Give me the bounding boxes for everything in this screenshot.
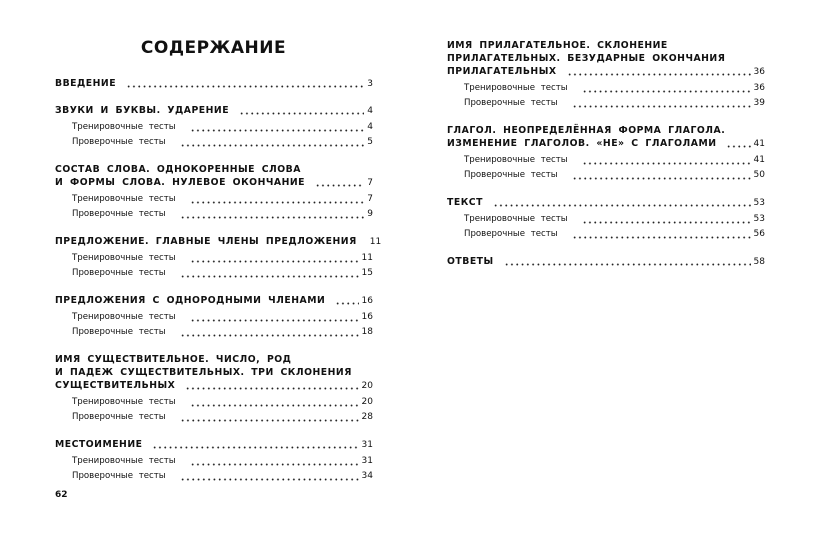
toc-subentry-label: Проверочные тесты <box>72 471 166 481</box>
toc-subentry[interactable] <box>55 410 373 425</box>
toc-heading-label: ПРИЛАГАТЕЛЬНЫХ. БЕЗУДАРНЫЕ ОКОНЧАНИЯ <box>447 53 726 64</box>
toc-right-column <box>447 39 765 282</box>
toc-page-number: 36 <box>753 83 765 93</box>
toc-heading-line[interactable] <box>447 196 765 210</box>
toc-heading-label: ИМЯ СУЩЕСТВИТЕЛЬНОЕ. ЧИСЛО, РОД <box>55 354 292 365</box>
dot-leader <box>152 441 358 449</box>
toc-page-number: 31 <box>361 440 373 450</box>
dot-leader <box>572 100 751 108</box>
toc-subentry[interactable] <box>55 266 373 281</box>
toc-page-number: 3 <box>367 79 373 89</box>
toc-subentry-label: Проверочные тесты <box>464 229 558 239</box>
toc-subentry[interactable] <box>447 168 765 183</box>
dot-leader <box>180 139 365 147</box>
dot-leader <box>180 270 359 278</box>
dot-leader <box>180 473 359 481</box>
dot-leader <box>572 172 751 180</box>
toc-subentry[interactable] <box>55 251 373 266</box>
toc-subentry-label: Проверочные тесты <box>72 209 166 219</box>
dot-leader <box>180 211 365 219</box>
dot-leader <box>185 382 358 390</box>
dot-leader <box>504 258 751 266</box>
toc-page-number: 4 <box>367 122 373 132</box>
page-title: СОДЕРЖАНИЕ <box>140 38 287 58</box>
toc-page-number: 53 <box>753 198 765 208</box>
toc-subentries <box>55 454 373 484</box>
toc-entry <box>447 255 765 269</box>
toc-subentry[interactable] <box>55 395 373 410</box>
toc-subentry[interactable] <box>55 325 373 340</box>
toc-subentry-label: Проверочные тесты <box>464 98 558 108</box>
toc-subentry[interactable] <box>55 310 373 325</box>
toc-page-number: 28 <box>361 412 373 422</box>
toc-page-number: 16 <box>361 296 373 306</box>
toc-heading-label: ВВЕДЕНИЕ <box>55 78 117 89</box>
dot-leader <box>190 196 365 204</box>
dot-leader <box>190 255 359 263</box>
toc-subentry-label: Проверочные тесты <box>464 170 558 180</box>
toc-page-number: 9 <box>367 209 373 219</box>
toc-subentry[interactable] <box>447 153 765 168</box>
toc-page-number: 7 <box>367 194 373 204</box>
toc-heading-line[interactable] <box>447 255 765 269</box>
toc-heading-line[interactable] <box>55 379 373 393</box>
dot-leader <box>190 399 359 407</box>
toc-page-number: 53 <box>753 214 765 224</box>
toc-heading-line[interactable] <box>55 235 382 249</box>
dot-leader <box>239 107 364 115</box>
dot-leader <box>190 458 359 466</box>
toc-subentry-label: Проверочные тесты <box>72 268 166 278</box>
toc-entry <box>55 163 373 222</box>
toc-left-column <box>55 77 382 497</box>
toc-subentries <box>447 81 765 111</box>
toc-subentry[interactable] <box>447 212 765 227</box>
dot-leader <box>190 124 365 132</box>
dot-leader <box>335 297 358 305</box>
toc-page-number: 36 <box>753 67 765 77</box>
toc-page-number: 39 <box>753 98 765 108</box>
toc-subentries <box>55 120 373 150</box>
toc-page-number: 7 <box>367 178 373 188</box>
dot-leader <box>180 329 359 337</box>
toc-subentries <box>447 153 765 183</box>
toc-heading-label: СУЩЕСТВИТЕЛЬНЫХ <box>55 380 176 391</box>
toc-subentry[interactable] <box>55 192 373 207</box>
toc-subentry-label: Тренировочные тесты <box>72 456 176 466</box>
toc-subentry[interactable] <box>447 227 765 242</box>
toc-page-number: 16 <box>361 312 373 322</box>
toc-subentries <box>55 310 373 340</box>
toc-heading-line <box>447 52 765 65</box>
toc-heading-label: ЗВУКИ И БУКВЫ. УДАРЕНИЕ <box>55 105 230 116</box>
toc-page-number: 11 <box>361 253 373 263</box>
toc-heading-label: И ФОРМЫ СЛОВА. НУЛЕВОЕ ОКОНЧАНИЕ <box>55 177 305 188</box>
dot-leader <box>582 216 751 224</box>
toc-page-number: 11 <box>369 237 382 247</box>
toc-heading-label: ПРЕДЛОЖЕНИЕ. ГЛАВНЫЕ ЧЛЕНЫ ПРЕДЛОЖЕНИЯ <box>55 236 357 247</box>
toc-heading-label: ОТВЕТЫ <box>447 256 494 267</box>
toc-subentry[interactable] <box>55 207 373 222</box>
toc-heading-label: ИЗМЕНЕНИЕ ГЛАГОЛОВ. «НЕ» С ГЛАГОЛАМИ <box>447 138 717 149</box>
toc-subentries <box>55 192 373 222</box>
toc-heading-label: ПРИЛАГАТЕЛЬНЫХ <box>447 66 557 77</box>
dot-leader <box>126 80 364 88</box>
dot-leader <box>726 140 750 148</box>
toc-heading-label: ИМЯ ПРИЛАГАТЕЛЬНОЕ. СКЛОНЕНИЕ <box>447 40 668 51</box>
toc-heading-label: ГЛАГОЛ. НЕОПРЕДЕЛЁННАЯ ФОРМА ГЛАГОЛА. <box>447 125 726 136</box>
toc-page-number: 5 <box>367 137 373 147</box>
toc-entry <box>55 438 373 484</box>
dot-leader <box>582 157 751 165</box>
toc-heading-line <box>447 39 765 52</box>
toc-subentry-label: Тренировочные тесты <box>464 155 568 165</box>
toc-page-number: 4 <box>367 106 373 116</box>
toc-heading-label: ТЕКСТ <box>447 197 483 208</box>
toc-heading-line <box>55 163 373 176</box>
dot-leader <box>567 68 751 76</box>
toc-subentry-label: Тренировочные тесты <box>72 312 176 322</box>
toc-entry <box>55 294 373 340</box>
toc-subentry[interactable] <box>447 96 765 111</box>
page-number: 62 <box>55 490 68 500</box>
dot-leader <box>582 85 751 93</box>
toc-subentries <box>55 251 373 281</box>
toc-page-number: 50 <box>753 170 765 180</box>
toc-page-number: 41 <box>753 139 765 149</box>
toc-heading-label: И ПАДЕЖ СУЩЕСТВИТЕЛЬНЫХ. ТРИ СКЛОНЕНИЯ <box>55 367 352 378</box>
toc-subentry[interactable] <box>55 454 373 469</box>
dot-leader <box>493 199 751 207</box>
toc-page-number: 20 <box>361 381 373 391</box>
toc-page-number: 31 <box>361 456 373 466</box>
toc-page-number: 56 <box>753 229 765 239</box>
toc-subentry-label: Тренировочные тесты <box>72 122 176 132</box>
toc-subentry-label: Проверочные тесты <box>72 412 166 422</box>
toc-heading-line[interactable] <box>55 176 373 190</box>
toc-subentries <box>447 212 765 242</box>
toc-entry <box>447 39 765 111</box>
toc-heading-line[interactable] <box>55 77 373 91</box>
dot-leader <box>572 231 751 239</box>
toc-page-number: 18 <box>361 327 373 337</box>
toc-subentry[interactable] <box>55 120 373 135</box>
toc-heading-line[interactable] <box>447 65 765 79</box>
toc-subentry[interactable] <box>55 135 373 150</box>
dot-leader <box>190 314 359 322</box>
toc-entry <box>55 235 382 281</box>
toc-heading-line[interactable] <box>447 137 765 151</box>
toc-subentries <box>55 395 373 425</box>
toc-heading-label: СОСТАВ СЛОВА. ОДНОКОРЕННЫЕ СЛОВА <box>55 164 301 175</box>
toc-entry <box>55 353 373 425</box>
toc-heading-line <box>55 366 373 379</box>
toc-subentry-label: Тренировочные тесты <box>72 194 176 204</box>
toc-entry <box>55 104 373 150</box>
toc-page-number: 15 <box>361 268 373 278</box>
toc-heading-line[interactable] <box>55 438 373 452</box>
toc-page-number: 34 <box>361 471 373 481</box>
toc-heading-line <box>447 124 765 137</box>
toc-heading-line <box>55 353 373 366</box>
toc-page-number: 41 <box>753 155 765 165</box>
toc-subentry-label: Тренировочные тесты <box>464 214 568 224</box>
toc-subentry[interactable] <box>55 469 373 484</box>
dot-leader <box>315 179 364 187</box>
toc-page-number: 58 <box>753 257 765 267</box>
toc-subentry-label: Тренировочные тесты <box>72 397 176 407</box>
toc-subentry-label: Тренировочные тесты <box>72 253 176 263</box>
toc-subentry-label: Проверочные тесты <box>72 137 166 147</box>
toc-entry <box>447 196 765 242</box>
toc-entry <box>447 124 765 183</box>
toc-entry <box>55 77 373 91</box>
toc-subentry-label: Проверочные тесты <box>72 327 166 337</box>
toc-page-number: 20 <box>361 397 373 407</box>
toc-subentry-label: Тренировочные тесты <box>464 83 568 93</box>
toc-heading-label: ПРЕДЛОЖЕНИЯ С ОДНОРОДНЫМИ ЧЛЕНАМИ <box>55 295 326 306</box>
toc-subentry[interactable] <box>447 81 765 96</box>
toc-heading-line[interactable] <box>55 104 373 118</box>
toc-heading-line[interactable] <box>55 294 373 308</box>
toc-heading-label: МЕСТОИМЕНИЕ <box>55 439 143 450</box>
dot-leader <box>180 414 359 422</box>
